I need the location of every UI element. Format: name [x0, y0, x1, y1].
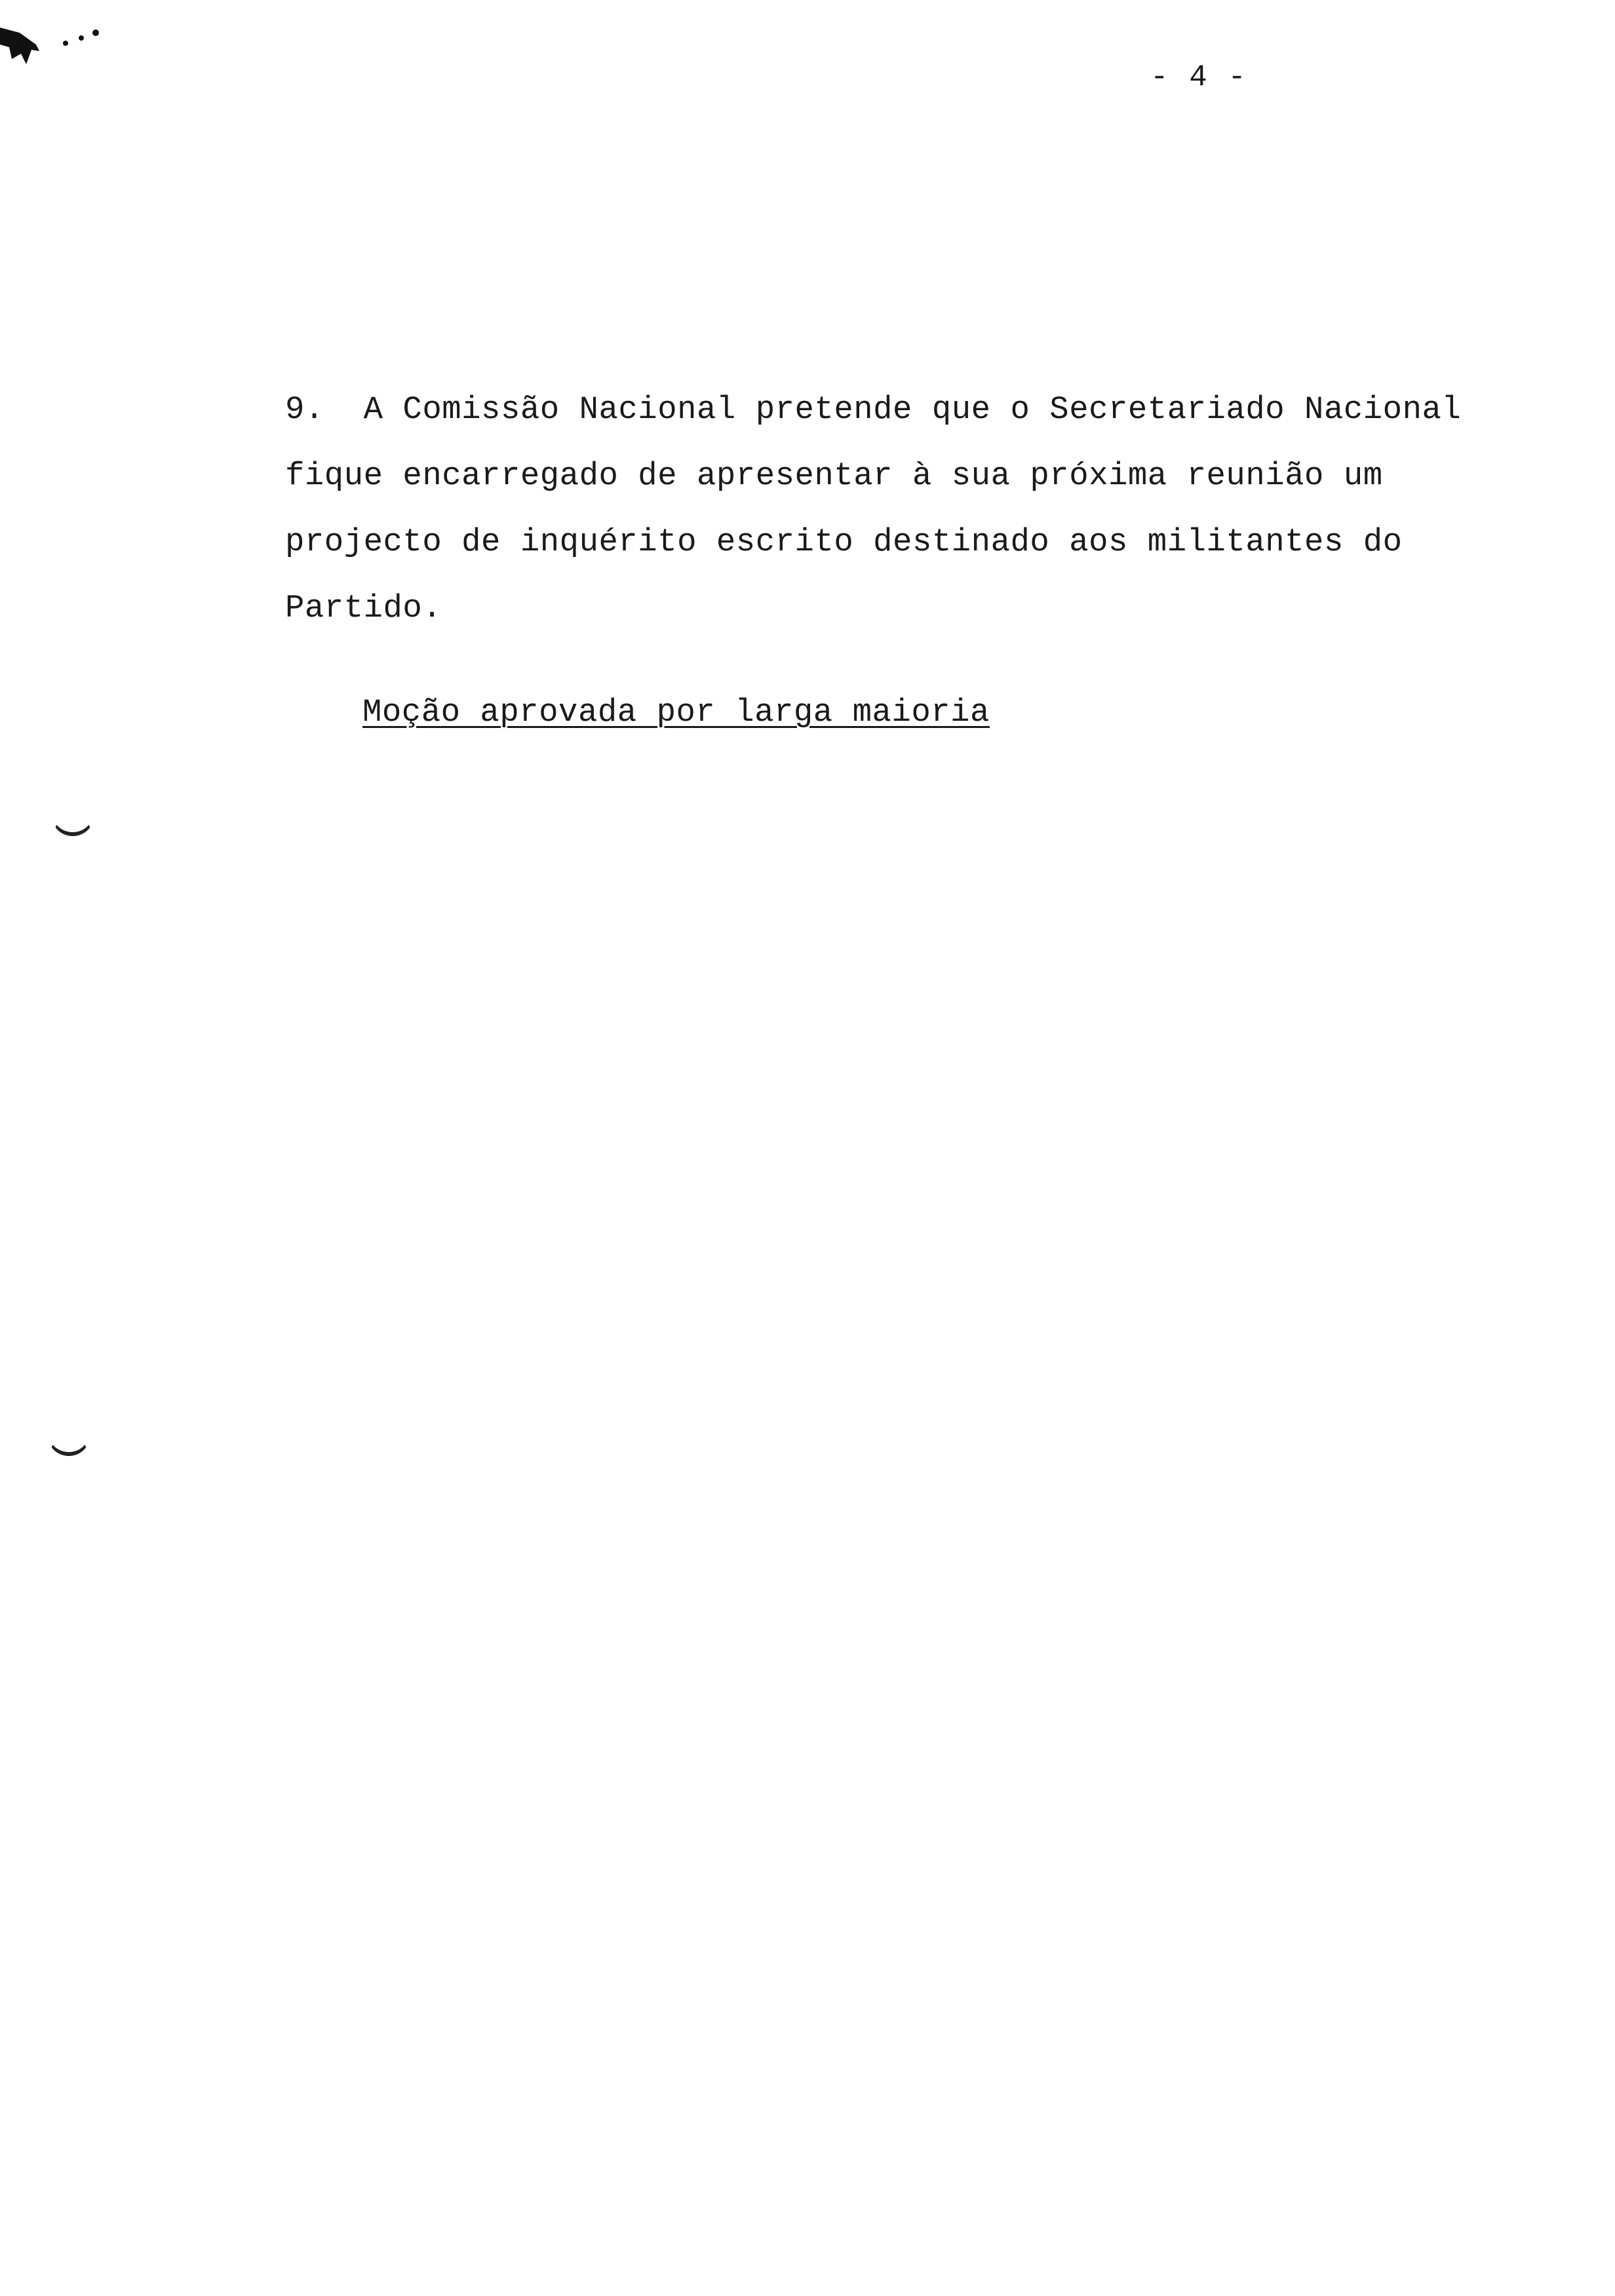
paragraph-line: Partido.: [285, 590, 442, 626]
hole-punch-mark-icon: [47, 1427, 90, 1456]
paragraph-line: fique encarregado de apresentar à sua próxima reunião um: [285, 457, 1383, 494]
motion-result: Moção aprovada por larga maioria: [362, 694, 990, 731]
paragraph-9: [285, 377, 1485, 641]
page-number: - 4 -: [1150, 60, 1248, 94]
ink-blot-icon: [0, 13, 111, 66]
hole-punch-mark-icon: [51, 807, 94, 836]
paragraph-line: projecto de inquérito escrito destinado aos militantes do: [285, 524, 1403, 560]
paragraph-line: 9. A Comissão Nacional pretende que o Secretariado Nacional: [285, 391, 1462, 428]
